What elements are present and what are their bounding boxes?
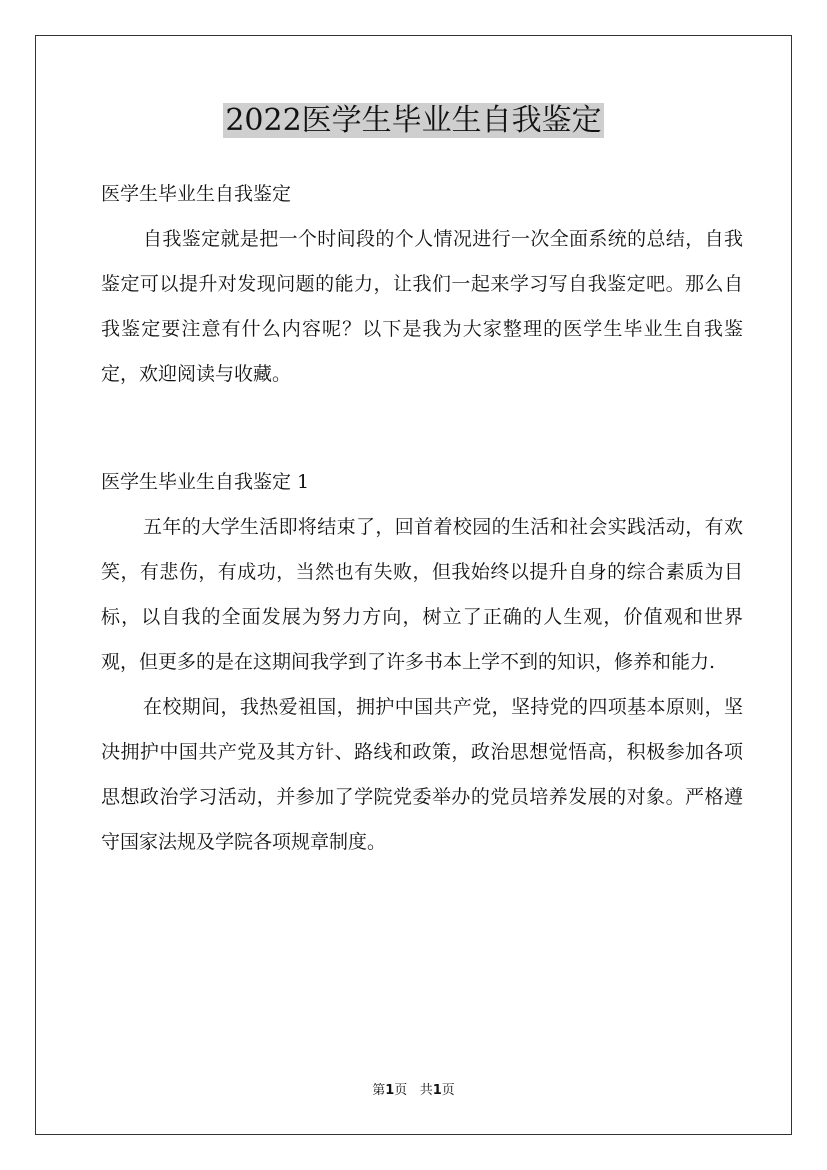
footer-page-number: 1 [385, 1083, 395, 1098]
section-heading-intro: 医学生毕业生自我鉴定 [101, 183, 292, 205]
footer-total-number: 1 [432, 1083, 442, 1098]
footer-total-suffix: 页 [441, 1083, 455, 1098]
section-heading-1: 医学生毕业生自我鉴定 1 [101, 471, 310, 493]
section-spacer [101, 397, 743, 460]
document-title-text: 2022医学生毕业生自我鉴定 [225, 103, 602, 138]
paragraph-1: 五年的大学生活即将结束了，回首着校园的生活和社会实践活动，有欢笑，有悲伤，有成功，当然也有失败，但我始终以提升自身的综合素质为目标，以自我的全面发展为努力方向，树立了正确的人生观，价值观和世界观，但更多的是在这期间我学到了许多书本上学不到的知识，修养和能力. [101, 516, 743, 673]
paragraph-2: 在校期间，我热爱祖国，拥护中国共产党，坚持党的四项基本原则，坚决拥护中国共产党及其方针、路线和政策，政治思想觉悟高，积极参加各项思想政治学习活动，并参加了学院党委举办的党员培养发展的对象。严格遵守国家法规及学院各项规章制度。 [101, 696, 743, 853]
footer-page-prefix: 第 [372, 1083, 386, 1098]
footer-page-suffix: 页 [394, 1083, 408, 1098]
document-body [101, 172, 743, 865]
document-title [0, 100, 827, 142]
paragraph-intro: 自我鉴定就是把一个时间段的个人情况进行一次全面系统的总结，自我鉴定可以提升对发现问题的能力，让我们一起来学习写自我鉴定吧。那么自我鉴定要注意有什么内容呢？以下是我为大家整理的医学生毕业生自我鉴定，欢迎阅读与收藏。 [101, 228, 743, 385]
footer-total-prefix: 共 [419, 1083, 433, 1098]
page-footer [0, 1082, 827, 1100]
